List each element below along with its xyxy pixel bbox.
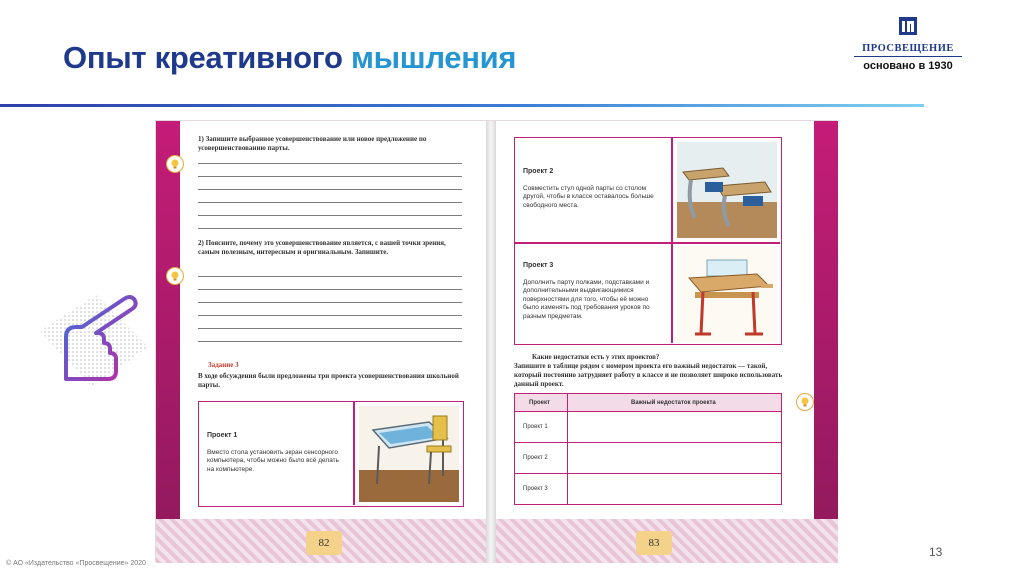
lightbulb-icon xyxy=(796,393,814,411)
task-label: Задание 3 xyxy=(208,361,239,369)
table-header-row xyxy=(515,394,781,412)
touchscreen-desk-image xyxy=(359,406,459,502)
drawbacks-table xyxy=(514,393,782,505)
project-1-title: Проект 1 xyxy=(207,432,238,439)
project-1-card xyxy=(198,401,464,507)
lightbulb-icon xyxy=(166,267,184,285)
answer-lines-1 xyxy=(198,151,462,229)
project-1-description: Вместо стола установить экран сенсорного компьютера, чтобы можно было всё делать на компьютере. xyxy=(207,448,340,473)
textbook-page-left xyxy=(156,121,486,563)
slide-title xyxy=(63,40,516,76)
publisher-logo-icon xyxy=(898,16,918,36)
project-3-content xyxy=(523,262,663,321)
slide-number: 13 xyxy=(929,545,943,559)
question-2: 2) Поясните, почему это усовершенствование является, с вашей точки зрения, самым полезным, интересным и оригинальным. Запишите. xyxy=(198,239,446,256)
shelved-desk-image xyxy=(677,246,777,342)
project-3-title: Проект 3 xyxy=(523,262,554,269)
copyright-footer: © АО «Издательство «Просвещение» 2020 xyxy=(6,560,146,567)
project-2-title: Проект 2 xyxy=(523,168,554,175)
instruction-3: Запишите в таблице рядом с номером проекта его важный недостаток — такой, который постоянно затрудняет работу в классе и не позволяет широко использовать данный проект. xyxy=(514,362,783,388)
lightbulb-icon xyxy=(166,155,184,173)
page-number-left: 82 xyxy=(306,531,342,555)
pointing-hand-icon xyxy=(36,287,156,397)
table-row-label: Проект 1 xyxy=(523,424,548,430)
book-spine xyxy=(486,121,496,563)
textbook-spread xyxy=(155,120,837,562)
page-number-right: 83 xyxy=(636,531,672,555)
table-row-label: Проект 2 xyxy=(523,455,548,461)
project-2-content xyxy=(523,168,663,210)
publisher-name: ПРОСВЕЩЕНИЕ xyxy=(854,43,962,57)
slide-title-part2: мышления xyxy=(350,40,517,75)
combined-desk-image xyxy=(677,142,777,238)
table-row-label: Проект 3 xyxy=(523,486,548,492)
task-text: В ходе обсуждения были предложены три проекта усовершенствования школьной парты. xyxy=(198,372,459,389)
question-1: 1) Запишите выбранное усовершенствование или новое предложение по усовершенствованию парты. xyxy=(198,135,427,152)
table-row xyxy=(515,412,781,443)
answer-lines-2 xyxy=(198,264,462,342)
table-row xyxy=(515,443,781,474)
projects-2-3-card xyxy=(514,137,782,345)
table-header-project: Проект xyxy=(529,400,550,406)
publisher-logo xyxy=(854,16,962,72)
project-3-description: Дополнить парту полками, подставками и дополнительными выдвигающимися поверхностями для того, чтобы её можно было изменять под требования уроков по разным предметам. xyxy=(523,278,650,320)
project-1-content xyxy=(207,432,343,474)
textbook-page-right xyxy=(496,121,838,563)
publisher-founded: основано в 1930 xyxy=(863,60,953,72)
table-row xyxy=(515,474,781,504)
page-decoration xyxy=(814,121,838,563)
page-decoration xyxy=(156,121,180,563)
question-3: Какие недостатки есть у этих проектов? xyxy=(532,353,660,361)
header-divider xyxy=(0,104,924,107)
table-header-drawback: Важный недостаток проекта xyxy=(631,400,716,406)
project-2-description: Совместить стул одной парты со столом другой, чтобы в классе оставалось больше свободного места. xyxy=(523,184,654,209)
slide-title-part1: Опыт креативного xyxy=(63,40,343,75)
